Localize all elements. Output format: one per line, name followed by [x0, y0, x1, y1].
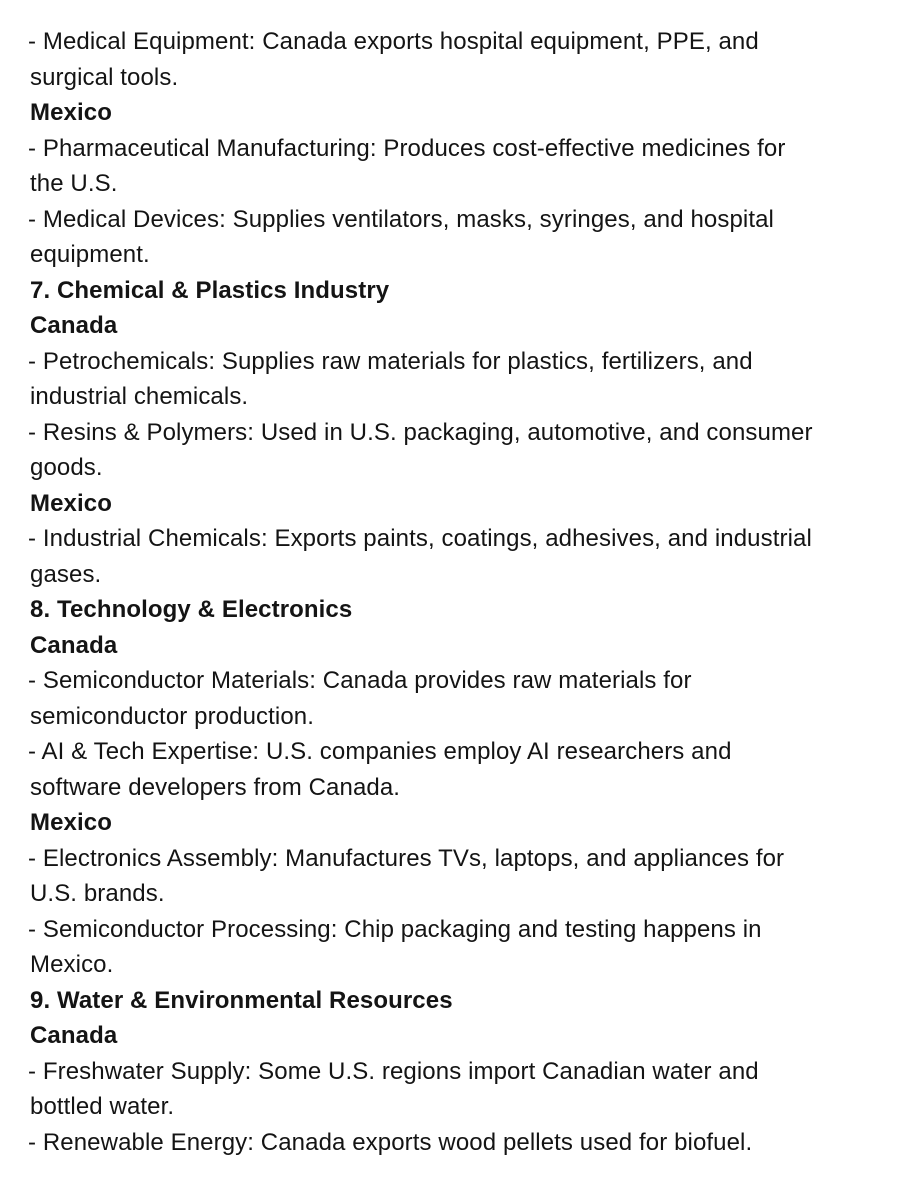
list-item-text: U.S. brands.: [30, 880, 165, 907]
list-item-text: - Industrial Chemicals: Exports paints, coatings, adhesives, and industrial: [28, 525, 812, 552]
country-heading: Canada: [30, 1022, 118, 1049]
list-item-text: - Petrochemicals: Supplies raw materials for plastics, fertilizers, and: [28, 347, 753, 375]
list-item-text: - Semiconductor Processing: Chip packaging and testing happens in: [28, 915, 762, 943]
list-item-text: the U.S.: [30, 170, 118, 197]
section-heading: 8. Technology & Electronics: [30, 596, 353, 623]
list-item-text: bottled water.: [30, 1093, 175, 1120]
list-item-text: - Medical Equipment: Canada exports hospital equipment, PPE, and: [28, 28, 759, 55]
section-heading: 7. Chemical & Plastics Industry: [30, 276, 390, 304]
country-heading: Canada: [30, 631, 118, 659]
country-heading: Mexico: [30, 809, 112, 836]
list-item-text: goods.: [30, 454, 103, 481]
list-item-text: Mexico.: [30, 951, 114, 978]
list-item-text: - Electronics Assembly: Manufactures TVs, laptops, and appliances for: [28, 844, 785, 872]
list-item-text: semiconductor production.: [30, 702, 314, 730]
list-item-text: industrial chemicals.: [30, 383, 249, 410]
document-body: [28, 24, 888, 1160]
list-item-text: equipment.: [30, 241, 150, 268]
list-item-text: - AI & Tech Expertise: U.S. companies employ AI researchers and: [28, 738, 732, 765]
list-item-text: - Freshwater Supply: Some U.S. regions import Canadian water and: [28, 1057, 759, 1085]
list-item-text: gases.: [30, 560, 102, 588]
country-heading: Canada: [30, 312, 118, 339]
country-heading: Mexico: [30, 489, 112, 517]
list-item-text: - Medical Devices: Supplies ventilators, masks, syringes, and hospital: [28, 205, 774, 233]
list-item-text: - Resins & Polymers: Used in U.S. packaging, automotive, and consumer: [28, 418, 813, 446]
list-item-text: - Pharmaceutical Manufacturing: Produces cost-effective medicines for: [28, 134, 786, 162]
list-item-text: - Semiconductor Materials: Canada provides raw materials for: [28, 667, 692, 694]
list-item-text: surgical tools.: [30, 63, 179, 91]
country-heading: Mexico: [30, 99, 112, 126]
list-item-text: - Renewable Energy: Canada exports wood pellets used for biofuel.: [28, 1128, 753, 1156]
list-item-text: software developers from Canada.: [30, 773, 401, 801]
section-heading: 9. Water & Environmental Resources: [30, 986, 453, 1014]
